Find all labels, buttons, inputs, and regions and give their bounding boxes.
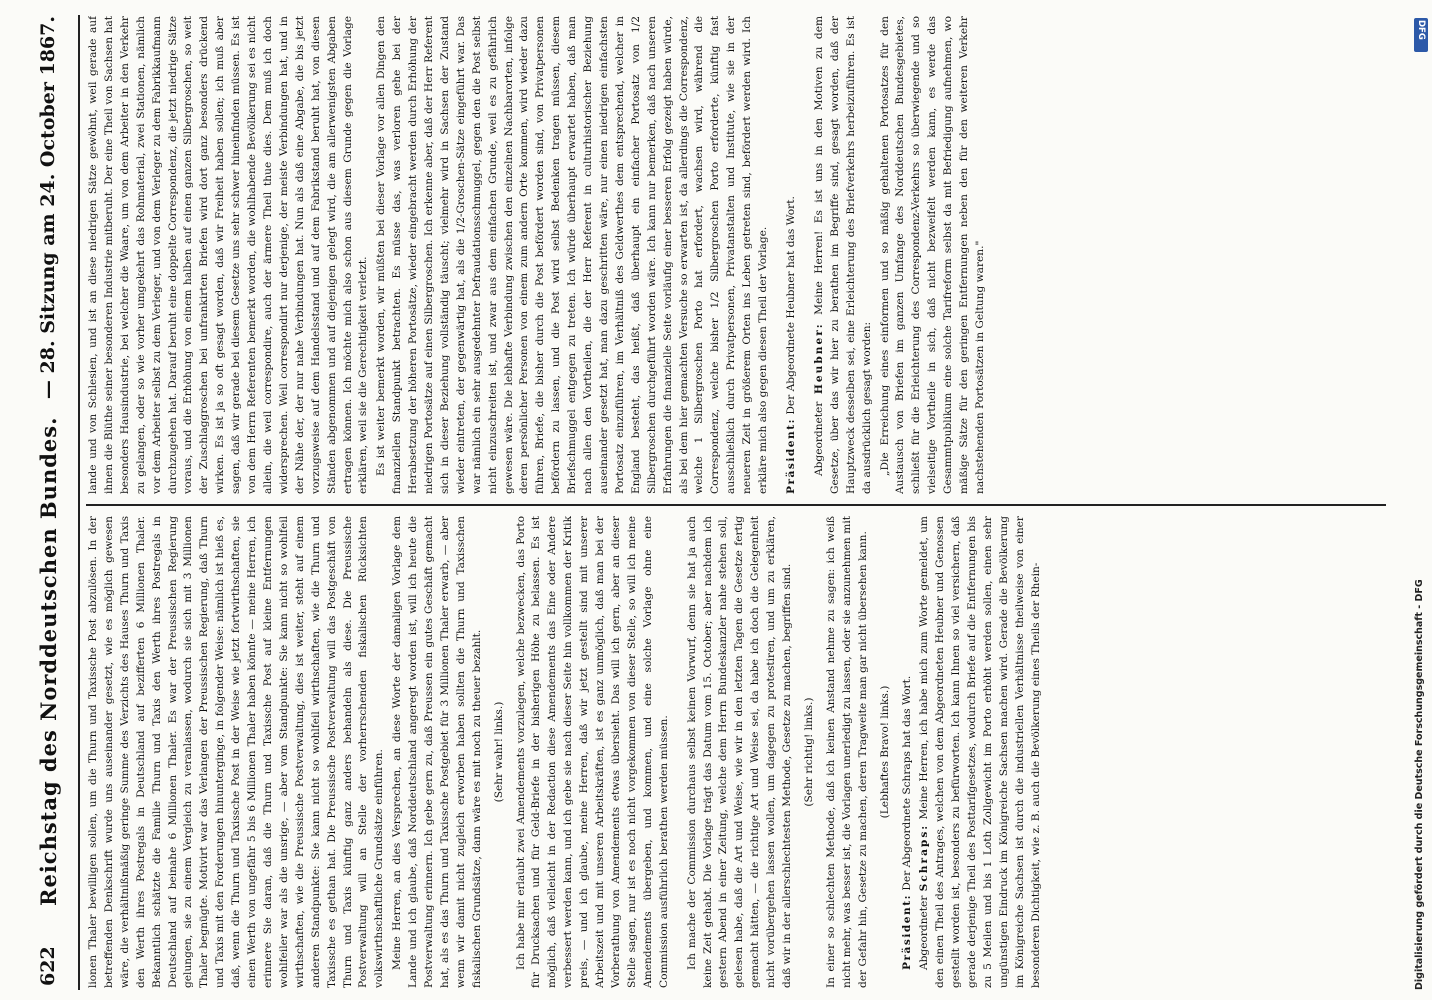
- spacer: [675, 516, 685, 988]
- spacer: [802, 16, 812, 494]
- right-column: [86, 16, 1396, 494]
- spacer: [774, 16, 784, 494]
- paragraph: lande und von Schlesien, und ist an diese niedrigen Sätze gewöhnt, weil gerade auf ihnen die Blüthe seiner besonderen Industrie mitberuht. Der eine Theil von Sachsen hat besonders Hausindustrie, bei welcher die Waare, um von dem Arbeiter in den Verkehr zu gelangen, oder so wie vorher umgekehrt das Rohmaterial, zwei Stationen, nämlich vor dem Arbeiter selbst zu dem Verleger, und von dem Verleger zu dem Fabrikkaufmann durchzugehen hat. Darauf beruht eine doppelte Correspondenz, die jetzt niedrige Sätze voraus, und die Erhöhung von einem halben auf einen ganzen Silbergroschen, so weit der Zuschlaggroschen bei unfrankirten Briefen wird dort ganz besonders drückend wirken. Es ist ja so oft gesagt worden, daß wir Freiheit haben sollen; ich muß aber sagen, daß wir gerade bei diesem Gesetze uns sehr schwer hineinfinden müssen. Es ist von dem Herrn Referenten bemerkt worden, die wohlhabende Bevölkerung sei es nicht allein, die weil correspondire, auch der ärmere Theil thue dies. Dem muß ich doch widersprechen. Weil correspondirt nur derjenige, der meiste Verbindungen hat, und in der Nähe der, der nur nahe Verbindungen hat. Nun als daß eine Abgabe, die bis jetzt vorzugsweise auf dem Handelsstand und auf dem Fabrikstand beruht hat, von diesen Ständen abgenommen und auf diejenigen gelegt wird, die am allerwenigsten Abgaben ertragen können. Ich möchte mich also schon aus diesem Grunde gegen die Vorlage erklären, weil sie die Gerechtigkeit verletzt.: [87, 16, 370, 494]
- session-date: — 28. Sitzung am 24. October 1867.: [37, 16, 59, 400]
- president-line: [784, 16, 800, 494]
- speaker-paragraph: [917, 516, 1044, 988]
- paragraph: Es ist weiter bemerkt worden, wir müßten bei dieser Vorlage vor allen Dingen den finanziellen Standpunkt betrachten. Es müsse das, was verloren gehe bei der Herabsetzung der höheren Portosätze, wieder eingebracht werden durch Erhöhung der niedrigen Portosätze auf einen Silbergroschen. Ich erkenne aber, daß der Herr Referent sich in dieser Beziehung vollständig täuscht; vielmehr wird in Sachsen der Zustand wieder eintreten, der gegenwärtig hat, als die 1/2-Groschen-Sätze eingeführt war. Das war nämlich ein sehr ausgedehnter Defraudationsschmuggel, gegen den die Post selbst nicht einzuschreiten ist, und zwar aus dem einfachen Grunde, weil es zu gefährlich gewesen wäre. Die lebhafte Verbindung zwischen den einzelnen Nachbarorten, infolge deren persönlicher Personen von einem zum andern Orte kommen, wird wieder dazu führen, Briefe, die bisher durch die Post befördert worden sind, von Privatpersonen befördern zu lassen, und die Post wird selbst Bedenken tragen müssen, diesem Briefschmuggel entgegen zu treten. Ich würde überhaupt erwartet haben, daß man nach allen den Vortheilen, die der Herr Referent in culturhistorischer Beziehung auseinander gesetzt hat, man dazu geschritten wäre, nur einen niedrigen einfachsten Portosatz einzuführen, im Verhältniß des Geldwerthes dem entsprechend, welcher in England besteht, das heißt, daß überhaupt ein einfacher Portosatz von 1/2 Silbergroschen durchgeführt worden wäre. Ich kann nur bemerken, daß nach unseren Erfahrungen die finanzielle Seite vorläufig einer besseren Erfolg gezeigt haben würde, als bei dem hier gemachten Versuche so erwarten ist, da allerdings die Correspondenz, welche 1 Silbergroschen Porto hat erfordert, wachsen wird, während die Correspondenz, welche bisher 1/2 Silbergroschen Porto erforderte, künftig fast ausschließlich durch Privatpersonen, Privatanstalten und Institute, wie sie in der neueren Zeit in größerem Orten ins Leben getreten sind, befördert werden wird. Ich erkläre mich also gegen diesen Theil der Vorlage.: [375, 16, 770, 494]
- speaker-label: Präsident:: [900, 893, 913, 970]
- speaker-paragraph: [812, 16, 876, 494]
- interjection: (Sehr wahr! links.): [492, 701, 505, 803]
- president-text: Der Abgeordnete Heubner hat das Wort.: [784, 196, 797, 415]
- speaker-name: Heubner:: [812, 322, 825, 395]
- quotation: „Die Erreichung eines einformen und so mäßig gehaltenen Portosatzes für den Austausch von Briefen im ganzen Umfange des Norddeutschen Bundesgebietes, schließt für die Erleichterung des Correspondenz-Verkehrs so überwiegende und so vielseitige Vortheile in sich, daß nicht bezweifelt werden kann, es werde das Gesammtpublikum eine solche Tarifreform selbst da mit Befriedigung aufnehmen, wo mäßige Sätze für den geringen Entfernungen neben den für den weiteren Verkehr nachstehenden Portosätzen in Geltung waren.": [878, 16, 986, 494]
- dfg-logo-text: DFG: [1416, 20, 1426, 40]
- column-divider: [86, 504, 1386, 506]
- dfg-logo: [1414, 18, 1428, 52]
- journal-title: Reichstag des Norddeutschen Bundes.: [35, 416, 61, 906]
- speaker-prefix: Abgeordneter: [812, 401, 825, 476]
- running-header: [28, 16, 68, 986]
- paragraph-text: Meine Herren! Es ist uns in den Motiven zu dem Gesetze, über das wir hier zu berathen im Begriffe sind, gesagt worden, daß der Hauptzweck desselben sei, eine Erleichterung des Briefverkehrs herbeizuführen. Es ist da ausdrücklich gesagt worden:: [812, 16, 873, 494]
- paragraph-text: Meine Herren, ich habe mich zum Worte gemeldet, um den einen Theil des Antrages, welchen von dem Abgeordneten Heubner und Genossen gestellt worden ist, besonders zu befürworten. Ich kann Ihnen so viel versichern, daß gerade derjenige Theil des Posttarifgesetzes, wodurch Briefe auf die Entfernungen bis zu 5 Meilen und bis 1 Loth Zollgewicht im Porto erhöht werden sollen, einen sehr ungünstigen Eindruck im Königreiche Sachsen machen wird. Gerade die Bevölkerung im Königreiche Sachsen ist durch die industriellen Verhältnisse theilweise von einer besonderen Dichtigkeit, wie z. B. auch die Bevölkerung eines Theils der Rhein-: [918, 516, 1042, 988]
- interjection: (Sehr richtig! links.): [802, 697, 815, 807]
- digitization-credit: Digitalisierung gefördert durch die Deutsche Forschungsgemeinschaft - DFG: [1413, 579, 1425, 990]
- paragraph: Ich habe mir erlaubt zwei Amendements vorzulegen, welche bezwecken, das Porto für Drucksachen und für Geld-Briefe in der bisherigen Höhe zu belassen. Es ist möglich, daß vielleicht in der Redaction diese Amendements das Eine oder Andere verbessert werden kann, und ich gebe sie nach dieser Seite hin vollkommen der Kritik preis, — und ich glaube, meine Herren, daß wir jetzt gestellt sind mit unserer Arbeitszeit und mit unseren Arbeitskräften, ist es ganz unmöglich, daß man bei der Vorberathung von Amendements etwas übersieht. Das will ich gern, aber an dieser Stelle sagen, nur ist es noch nicht vorgekommen von dieser Stelle, so will ich meine Amendements übergeben, und kommen, und eine solche Vorlage ohne eine Commission ausführlich berathen werden müssen.: [514, 516, 670, 988]
- speaker-label: Präsident:: [784, 417, 797, 494]
- speaker-name: Schraps:: [918, 823, 931, 892]
- speaker-prefix: Abgeordneter: [918, 895, 931, 970]
- president-text: Der Abgeordnete Schraps hat das Wort.: [900, 675, 913, 891]
- left-column: [86, 516, 1396, 988]
- interjection: (Lebhaftes Bravo! links.): [878, 685, 891, 819]
- paragraph: Ich mache der Commission durchaus selbst keinen Vorwurf, denn sie hat ja auch keine Zeit gehabt. Die Vorlage trägt das Datum vom 15. October; aber nachdem ich gestern Abend in einer Zeitung, welche dem Herrn Bundeskanzler nahe stehen soll, gelesen habe, daß die Art und Weise, wie wir in den letzten Tagen die Gesetze fertig gemacht hätten, — die richtige Art und Weise sei, da habe ich doch die Gelegenheit nicht vorübergehen lassen wollen, um dagegen zu protestiren, und um zu erklären, daß wir in der allerschlechtesten Methode, Gesetze zu machen, begriffen sind.: [685, 516, 794, 988]
- paragraph: Meine Herren, an dies Versprechen, an diese Worte der damaligen Vorlage dem Lande und ich glaube, daß Norddeutschland angeregt worden ist, will ich heute die Postverwaltung erinnern. Ich gebe gern zu, daß Preussen ein gutes Geschäft gemacht hat, als es das Thurn und Taxissche Postgebiet für 3 Millionen Thaler erwarb, — aber wenn wir damit nicht zugleich erworben haben sollten die Thurn und Taxisschen fiskalischen Grundsätze, dann wäre es mit noch zu theuer bezahlt.: [391, 516, 483, 988]
- page-number: 622: [37, 946, 59, 986]
- paragraph: In einer so schlechten Methode, daß ich keinen Anstand nehme zu sagen: ich weiß nicht mehr, was besser ist, die Vorlagen unerledigt zu lassen, oder sie anzunehmen mit der Gefahr hin, Gesetze zu machen, deren Tragweite man gar nicht übersehen kann.: [824, 516, 869, 988]
- president-line: [900, 516, 916, 988]
- header-rule: [78, 15, 80, 990]
- paragraph: lionen Thaler bewilligen sollen, um die Thurn und Taxissche Post abzulösen. In der betreffenden Denkschrift wurde uns auseinander gesetzt, wie es möglich gewesen wäre, die verhältnißmäßig geringe Summe des Verzichts des Hauses Thurn und Taxis den Werth ihres Postregals in Deutschland auf bezifferten 6 Millionen Thaler. Bekanntlich schätzte die Familie Thurn und Taxis den Werth ihres Postregals in Deutschland auf beinahe 6 Millionen Thaler. Es war der Preussischen Regierung gelungen, sie zu einem Vergleich zu veranlassen, wodurch sie sich mit 3 Millionen Thaler begnügte. Motivirt war das Verlangen der Preussischen Regierung, daß Thurn und Taxis mit den Forderungen hinunterginge, in folgender Weise: nämlich ist hieß es, daß, wenn die Thurn und Taxissche Post in der Weise wie jetzt fortwirthschaften, sie einen Werth von ungefähr 5 bis 6 Millionen Thaler haben könnte — meine Herren, ich erinnere Sie daran, daß die Thurn und Taxissche Post auf kleine Entfernungen wohlfeiler war als die unsrige, — aber vom Standpunkte: Sie kann nicht so wohlfeil wirthschaften, wie die Preussische Postverwaltung, dies ist weiter, steht auf einem anderen Standpunkte: Sie kann nicht so wohlfeil wirthschaften, wie die Thurn und Taxissche es gethan hat. Die Preussische Postverwaltung will das Postgeschäft von Thurn und Taxis künftig ganz anders behandeln als diese. Die Preussische Postverwaltung will an Stelle der vorherrschenden fiskalischen Rücksichten volkswirthschaftliche Grundsätze einführen.: [87, 516, 386, 988]
